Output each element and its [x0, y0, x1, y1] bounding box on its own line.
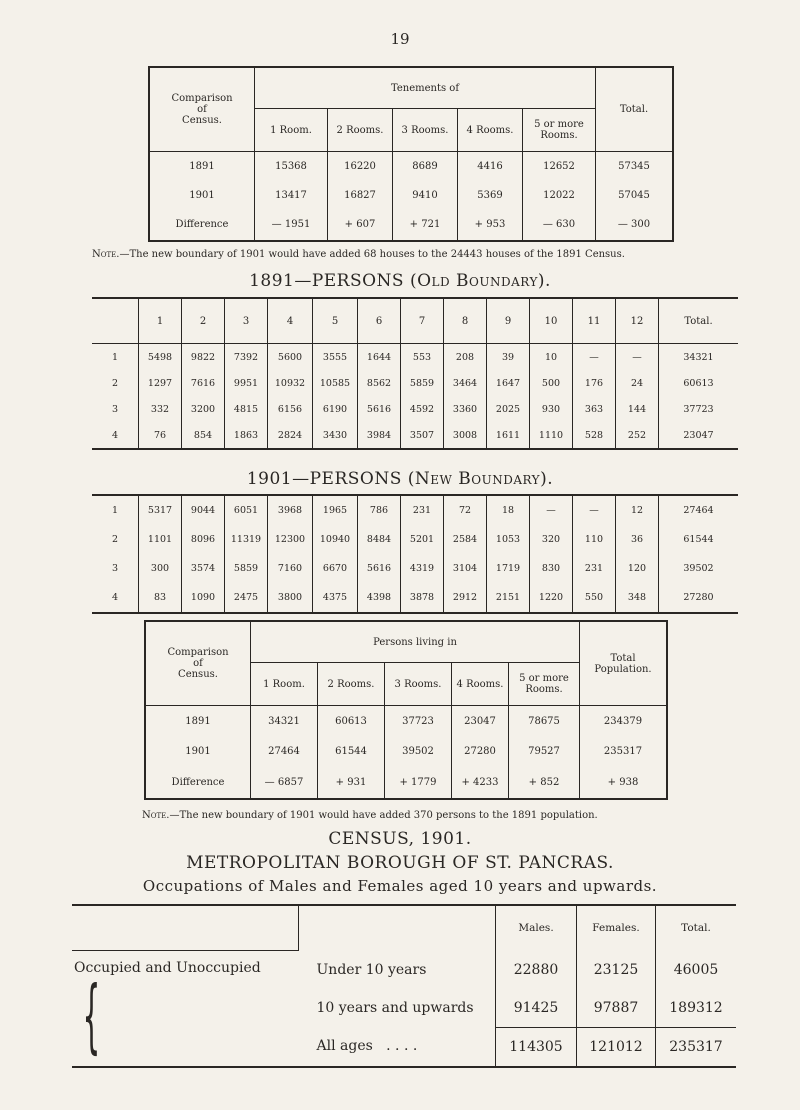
- cell: 2475: [225, 583, 268, 613]
- note-houses: Note.—The new boundary of 1901 would have added 68 houses to the 24443 houses of the 1891 Census.: [92, 249, 625, 260]
- cell: 1719: [487, 554, 530, 583]
- cell: — 630: [523, 210, 596, 241]
- cell: 60613: [318, 706, 385, 737]
- table-row: [149, 152, 673, 182]
- cell: + 953: [458, 210, 523, 241]
- cell: 144: [616, 396, 659, 422]
- cell: 12022: [523, 181, 596, 210]
- cell: 4398: [358, 583, 401, 613]
- cell: 3878: [401, 583, 444, 613]
- borough-title: METROPOLITAN BOROUGH OF ST. PANCRAS.: [186, 853, 614, 873]
- cell: 9951: [225, 370, 268, 396]
- cell: 5498: [139, 344, 182, 371]
- cell: 830: [530, 554, 573, 583]
- row-label: 1891: [145, 706, 251, 737]
- occupations-title: Occupations of Males and Females aged 10 years and upwards.: [142, 877, 658, 895]
- cell: 1863: [225, 422, 268, 449]
- column-header: 5 or more Rooms.: [509, 663, 580, 706]
- cell: 930: [530, 396, 573, 422]
- row-total: 39502: [659, 554, 739, 583]
- cell: 10585: [313, 370, 358, 396]
- row-total: — 300: [617, 219, 651, 231]
- group-header: Persons living in: [251, 621, 580, 663]
- table-row: [145, 766, 667, 799]
- cell: 91425: [496, 989, 577, 1028]
- cell: 6051: [225, 495, 268, 525]
- cell: 176: [573, 370, 616, 396]
- cell: 39: [487, 344, 530, 371]
- cell: 10: [530, 344, 573, 371]
- cell: 3200: [182, 396, 225, 422]
- cell: 12: [616, 495, 659, 525]
- blank-header: [72, 905, 299, 951]
- cell: 110: [573, 525, 616, 554]
- cell: 550: [573, 583, 616, 613]
- cell: 5600: [268, 344, 313, 371]
- cell: 61544: [318, 737, 385, 767]
- row-label: 10 years and upwards: [316, 999, 474, 1016]
- cell: 3430: [313, 422, 358, 449]
- cell: 13417: [255, 181, 328, 210]
- cell: 2824: [268, 422, 313, 449]
- cell: 7160: [268, 554, 313, 583]
- cell: 1110: [530, 422, 573, 449]
- cell: 3555: [313, 344, 358, 371]
- row-label: Difference: [145, 766, 251, 799]
- cell: 16827: [328, 181, 393, 210]
- column-header: 4 Rooms.: [452, 663, 509, 706]
- row-total: 46005: [656, 951, 737, 989]
- cell: 36: [616, 525, 659, 554]
- cell: 5369: [458, 181, 523, 210]
- cell: —: [530, 495, 573, 525]
- heading-1901: 1901—PERSONS (New Boundary).: [246, 469, 554, 489]
- column-header: 8: [444, 298, 487, 344]
- row-total: 235317: [656, 1027, 737, 1067]
- cell: 1297: [139, 370, 182, 396]
- tenements-table: [148, 66, 674, 242]
- table-row: [92, 370, 738, 396]
- column-header: 11: [573, 298, 616, 344]
- column-header: 1 Room.: [255, 109, 328, 152]
- cell: 363: [573, 396, 616, 422]
- cell: 27464: [251, 737, 318, 767]
- cell: 2151: [487, 583, 530, 613]
- cell: 528: [573, 422, 616, 449]
- row-label: 3: [111, 403, 119, 415]
- row-total: + 938: [607, 776, 639, 788]
- cell: 7616: [182, 370, 225, 396]
- cell: 320: [530, 525, 573, 554]
- cell: 11319: [225, 525, 268, 554]
- column-header: 4 Rooms.: [458, 109, 523, 152]
- cell: + 852: [509, 766, 580, 799]
- table-row: [92, 495, 738, 525]
- column-header: 10: [530, 298, 573, 344]
- row-total: 37723: [659, 396, 739, 422]
- table-row: [149, 210, 673, 241]
- cell: 8096: [182, 525, 225, 554]
- cell: 1647: [487, 370, 530, 396]
- cell: 3968: [268, 495, 313, 525]
- corner-header: Comparison of Census.: [149, 67, 255, 152]
- row-label: 2: [111, 377, 119, 389]
- cell: 3984: [358, 422, 401, 449]
- cell: 5859: [401, 370, 444, 396]
- heading-1891: 1891—PERSONS (Old Boundary).: [249, 271, 551, 291]
- cell: —: [616, 344, 659, 371]
- column-header: 12: [616, 298, 659, 344]
- table-row: [92, 422, 738, 449]
- cell: + 931: [318, 766, 385, 799]
- row-label: 2: [111, 534, 119, 545]
- males-header: Males.: [496, 905, 577, 951]
- table-row: [149, 181, 673, 210]
- row-total: 27464: [659, 495, 739, 525]
- cell: 27280: [452, 737, 509, 767]
- row-label: 4: [111, 429, 119, 441]
- cell: 4592: [401, 396, 444, 422]
- females-header: Females.: [577, 905, 656, 951]
- cell: 3800: [268, 583, 313, 613]
- brace-icon: {: [82, 969, 101, 1063]
- cell: 4375: [313, 583, 358, 613]
- row-total: 57345: [618, 161, 650, 173]
- cell: 231: [573, 554, 616, 583]
- persons-living-table: [144, 620, 668, 800]
- cell: 10932: [268, 370, 313, 396]
- cell: 37723: [385, 706, 452, 737]
- cell: 252: [616, 422, 659, 449]
- column-header: 2 Rooms.: [318, 663, 385, 706]
- cell: 83: [139, 583, 182, 613]
- cell: 9044: [182, 495, 225, 525]
- row-label: 1901: [145, 737, 251, 767]
- cell: + 607: [328, 210, 393, 241]
- column-header: 1 Room.: [251, 663, 318, 706]
- column-header: 4: [268, 298, 313, 344]
- cell: 121012: [577, 1027, 656, 1067]
- row-total: 23047: [659, 422, 739, 449]
- row-label: 1: [111, 351, 119, 363]
- row-label: Under 10 years: [316, 961, 427, 978]
- column-header: 2: [182, 298, 225, 344]
- cell: — 6857: [251, 766, 318, 799]
- cell: 8562: [358, 370, 401, 396]
- cell: —: [573, 344, 616, 371]
- cell: 300: [139, 554, 182, 583]
- cell: 6190: [313, 396, 358, 422]
- cell: 8484: [358, 525, 401, 554]
- row-total: 234379: [603, 715, 643, 727]
- cell: 500: [530, 370, 573, 396]
- census-title: CENSUS, 1901.: [328, 829, 472, 849]
- cell: 120: [616, 554, 659, 583]
- column-header: 6: [358, 298, 401, 344]
- cell: 5616: [358, 554, 401, 583]
- cell: 12300: [268, 525, 313, 554]
- total-header: Total.: [656, 905, 737, 951]
- cell: 22880: [496, 951, 577, 989]
- group-label: Occupied and Unoccupied{: [74, 960, 261, 1063]
- cell: 24: [616, 370, 659, 396]
- cell: 9822: [182, 344, 225, 371]
- table-row: [92, 344, 738, 371]
- cell: 4416: [458, 152, 523, 182]
- cell: 97887: [577, 989, 656, 1028]
- row-label: 1891: [149, 152, 255, 182]
- column-header: 3 Rooms.: [393, 109, 458, 152]
- cell: 553: [401, 344, 444, 371]
- cell: 9410: [393, 181, 458, 210]
- cell: 6156: [268, 396, 313, 422]
- cell: 208: [444, 344, 487, 371]
- cell: 1611: [487, 422, 530, 449]
- table-row: [72, 951, 736, 989]
- cell: 15368: [255, 152, 328, 182]
- row-total: 60613: [659, 370, 739, 396]
- cell: 76: [139, 422, 182, 449]
- row-total: 34321: [659, 344, 739, 371]
- cell: 10940: [313, 525, 358, 554]
- cell: — 1951: [255, 210, 328, 241]
- cell: 5859: [225, 554, 268, 583]
- group-header: Tenements of: [255, 67, 596, 109]
- row-label: 1901: [149, 181, 255, 210]
- cell: 3464: [444, 370, 487, 396]
- cell: —: [573, 495, 616, 525]
- column-header: 9: [487, 298, 530, 344]
- row-total: 235317: [603, 746, 643, 758]
- cell: 114305: [496, 1027, 577, 1067]
- cell: 1220: [530, 583, 573, 613]
- cell: 1965: [313, 495, 358, 525]
- cell: 332: [139, 396, 182, 422]
- table-row: [92, 396, 738, 422]
- row-label: All ages . . . .: [316, 1038, 418, 1055]
- persons-1891-table: [92, 297, 738, 450]
- cell: 1101: [139, 525, 182, 554]
- cell: + 1779: [385, 766, 452, 799]
- column-header: [92, 298, 139, 344]
- column-header: 5: [313, 298, 358, 344]
- note-population: Note.—The new boundary of 1901 would have added 370 persons to the 1891 population.: [142, 810, 598, 821]
- table-row: [92, 583, 738, 613]
- persons-1901-table: [92, 494, 738, 614]
- column-header: 1: [139, 298, 182, 344]
- row-label: 4: [111, 592, 119, 603]
- cell: 39502: [385, 737, 452, 767]
- row-label: Difference: [149, 210, 255, 241]
- row-total: 189312: [656, 989, 737, 1028]
- cell: 3008: [444, 422, 487, 449]
- cell: 16220: [328, 152, 393, 182]
- total-header: Total Population.: [580, 621, 668, 706]
- page-number: 19: [390, 30, 410, 48]
- column-header: 7: [401, 298, 444, 344]
- row-total: 27280: [659, 583, 739, 613]
- cell: 854: [182, 422, 225, 449]
- cell: 1090: [182, 583, 225, 613]
- column-header: 2 Rooms.: [328, 109, 393, 152]
- row-total: 61544: [659, 525, 739, 554]
- cell: 6670: [313, 554, 358, 583]
- corner-header: Comparison of Census.: [145, 621, 251, 706]
- total-header: Total.: [596, 67, 674, 152]
- cell: 3104: [444, 554, 487, 583]
- column-header: 5 or more Rooms.: [523, 109, 596, 152]
- table-row: [145, 737, 667, 767]
- cell: 5201: [401, 525, 444, 554]
- cell: 12652: [523, 152, 596, 182]
- cell: 8689: [393, 152, 458, 182]
- cell: 5317: [139, 495, 182, 525]
- cell: 34321: [251, 706, 318, 737]
- table-row: [92, 525, 738, 554]
- cell: 1644: [358, 344, 401, 371]
- cell: 23125: [577, 951, 656, 989]
- blank-header: [299, 905, 496, 951]
- cell: 79527: [509, 737, 580, 767]
- cell: 2025: [487, 396, 530, 422]
- cell: 4319: [401, 554, 444, 583]
- cell: 786: [358, 495, 401, 525]
- table-row: [145, 706, 667, 737]
- table-row: [92, 554, 738, 583]
- column-header: Total.: [659, 298, 739, 344]
- cell: 23047: [452, 706, 509, 737]
- cell: 231: [401, 495, 444, 525]
- cell: 78675: [509, 706, 580, 737]
- cell: 3360: [444, 396, 487, 422]
- row-label: 1: [111, 505, 119, 516]
- row-total: 57045: [618, 190, 650, 202]
- column-header: 3 Rooms.: [385, 663, 452, 706]
- row-label: 3: [111, 563, 119, 574]
- column-header: 3: [225, 298, 268, 344]
- cell: 18: [487, 495, 530, 525]
- occupations-table: [72, 904, 736, 1068]
- cell: 3507: [401, 422, 444, 449]
- cell: 348: [616, 583, 659, 613]
- cell: 2912: [444, 583, 487, 613]
- cell: 72: [444, 495, 487, 525]
- cell: + 4233: [452, 766, 509, 799]
- cell: 4815: [225, 396, 268, 422]
- cell: 3574: [182, 554, 225, 583]
- cell: 7392: [225, 344, 268, 371]
- cell: 5616: [358, 396, 401, 422]
- cell: 2584: [444, 525, 487, 554]
- cell: + 721: [393, 210, 458, 241]
- cell: 1053: [487, 525, 530, 554]
